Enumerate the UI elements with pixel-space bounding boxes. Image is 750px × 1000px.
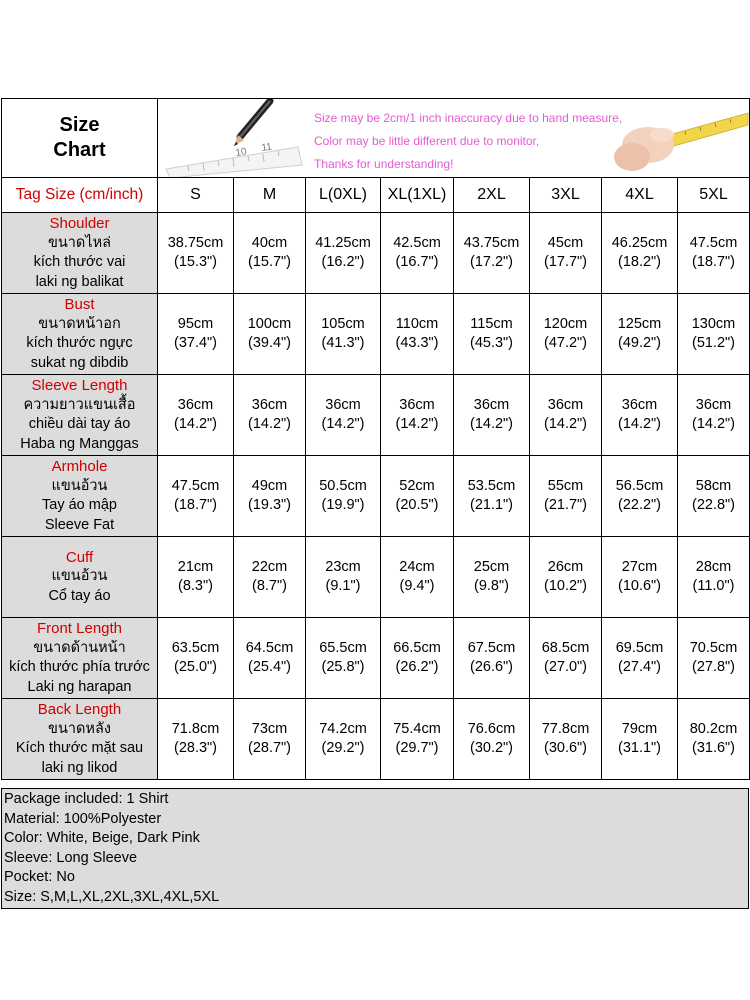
value-inch: (18.7") xyxy=(173,497,218,513)
measurement-translation: Sleeve Fat xyxy=(44,516,115,533)
measurement-label xyxy=(2,375,158,456)
info-pocket: Pocket: No xyxy=(4,869,75,886)
value-cm: 75.4cm xyxy=(393,721,441,737)
measurement-translation: kích thước phía trước xyxy=(9,659,150,675)
value-cm: 68.5cm xyxy=(541,640,590,656)
value-cm: 53.5cm xyxy=(467,478,516,494)
value-cm: 42.5cm xyxy=(393,235,441,251)
size-col-s: S xyxy=(158,178,234,213)
measurement-translation: laki ng likod xyxy=(41,759,118,776)
value-inch: (14.2") xyxy=(691,416,736,432)
measurement-label xyxy=(2,213,158,294)
measurement-value xyxy=(158,537,234,618)
value-inch: (28.7") xyxy=(247,740,292,756)
product-info-box xyxy=(1,788,749,909)
measurement-name: Front Length xyxy=(36,620,123,637)
value-inch: (49.2") xyxy=(617,335,662,351)
value-inch: (16.7") xyxy=(395,254,439,270)
measurement-value xyxy=(678,537,750,618)
ruler-number-11: 11 xyxy=(260,141,273,154)
value-inch: (8.3") xyxy=(178,578,213,594)
measurement-translation: ขนาดไหล่ xyxy=(47,234,112,251)
value-inch: (18.2") xyxy=(617,254,662,270)
value-inch: (45.3") xyxy=(469,335,514,351)
measurement-value xyxy=(234,618,306,699)
value-cm: 71.8cm xyxy=(171,721,220,737)
measurement-value xyxy=(158,375,234,456)
measurement-value xyxy=(454,213,530,294)
value-inch: (20.5") xyxy=(395,497,439,513)
value-inch: (10.2") xyxy=(543,578,588,594)
value-inch: (15.7") xyxy=(247,254,292,270)
note-measurement: Size may be 2cm/1 inch inaccuracy due to hand measure, xyxy=(314,111,623,125)
measurement-value xyxy=(678,456,750,537)
measurement-value xyxy=(158,456,234,537)
value-inch: (16.2") xyxy=(321,254,365,270)
measurement-translation: แขนอ้วน xyxy=(51,477,108,494)
value-inch: (30.2") xyxy=(469,740,514,756)
note-color: Color may be little different due to monitor, xyxy=(314,134,540,148)
measurement-value xyxy=(158,294,234,375)
value-inch: (43.3") xyxy=(395,335,439,351)
size-col-2xl: 2XL xyxy=(454,178,530,213)
value-cm: 76.6cm xyxy=(467,721,516,737)
value-inch: (17.2") xyxy=(469,254,514,270)
measurement-value xyxy=(234,213,306,294)
measurement-translation: แขนอ้วน xyxy=(51,568,108,585)
size-col-3xl: 3XL xyxy=(530,178,602,213)
measurement-label xyxy=(2,699,158,780)
value-inch: (25.0") xyxy=(173,659,218,675)
measurement-value xyxy=(306,618,381,699)
value-inch: (17.7") xyxy=(543,254,588,270)
measurement-row xyxy=(2,294,750,375)
chart-header-row xyxy=(2,99,750,178)
measurement-name: Cuff xyxy=(65,548,94,566)
size-col-m: M xyxy=(234,178,306,213)
value-inch: (22.8") xyxy=(691,497,736,513)
measurement-value xyxy=(602,375,678,456)
measurement-row xyxy=(2,537,750,618)
value-cm: 38.75cm xyxy=(167,235,224,251)
value-cm: 21cm xyxy=(177,559,214,575)
measurement-value xyxy=(454,537,530,618)
value-inch: (39.4") xyxy=(247,335,292,351)
value-cm: 69.5cm xyxy=(615,640,664,656)
chart-title xyxy=(2,99,158,178)
value-cm: 120cm xyxy=(543,316,588,332)
measurement-value xyxy=(234,456,306,537)
value-inch: (14.2") xyxy=(247,416,292,432)
value-inch: (25.8") xyxy=(321,659,365,675)
value-inch: (14.2") xyxy=(321,416,365,432)
value-cm: 67.5cm xyxy=(467,640,516,656)
measurement-name: Sleeve Length xyxy=(31,377,128,394)
measurement-row xyxy=(2,699,750,780)
measurement-value xyxy=(306,537,381,618)
value-cm: 63.5cm xyxy=(171,640,220,656)
measurement-translation: kích thước vai xyxy=(33,254,126,270)
chart-title-line2: Chart xyxy=(53,139,106,161)
measurement-value xyxy=(602,618,678,699)
ruler-pencil-illustration xyxy=(158,99,308,178)
measurement-value xyxy=(602,537,678,618)
value-inch: (29.2") xyxy=(321,740,365,756)
value-inch: (31.1") xyxy=(617,740,662,756)
value-inch: (14.2") xyxy=(469,416,514,432)
measurement-name: Back Length xyxy=(37,701,122,718)
measurement-value xyxy=(678,699,750,780)
value-inch: (37.4") xyxy=(173,335,218,351)
value-cm: 22cm xyxy=(251,559,288,575)
value-cm: 125cm xyxy=(617,316,662,332)
value-inch: (8.7") xyxy=(252,578,287,594)
size-col-4xl: 4XL xyxy=(602,178,678,213)
measurement-translation: Kích thước mặt sau xyxy=(15,740,144,756)
value-inch: (14.2") xyxy=(543,416,588,432)
value-cm: 36cm xyxy=(399,397,435,413)
measurement-label xyxy=(2,456,158,537)
value-inch: (14.2") xyxy=(173,416,218,432)
value-cm: 49cm xyxy=(251,478,288,494)
measurement-value xyxy=(530,375,602,456)
value-inch: (21.7") xyxy=(543,497,588,513)
measurement-value xyxy=(678,294,750,375)
measurement-value xyxy=(158,618,234,699)
measurement-value xyxy=(454,699,530,780)
value-inch: (47.2") xyxy=(543,335,588,351)
measurement-value xyxy=(602,294,678,375)
measurement-translation: ความยาวแขนเสื้อ xyxy=(23,396,136,413)
value-inch: (9.8") xyxy=(474,578,509,594)
value-inch: (22.2") xyxy=(617,497,662,513)
value-cm: 65.5cm xyxy=(319,640,367,656)
measurement-value xyxy=(678,618,750,699)
measurement-row xyxy=(2,456,750,537)
value-inch: (19.9") xyxy=(321,497,365,513)
measurement-name: Armhole xyxy=(51,458,108,475)
value-inch: (28.3") xyxy=(173,740,218,756)
measurement-label xyxy=(2,537,158,618)
info-size: Size: S,M,L,XL,2XL,3XL,4XL,5XL xyxy=(4,888,220,905)
measurement-rows xyxy=(2,213,750,780)
value-inch: (31.6") xyxy=(691,740,736,756)
value-cm: 25cm xyxy=(473,559,510,575)
value-cm: 58cm xyxy=(695,478,732,494)
measurement-value xyxy=(306,699,381,780)
measurement-value xyxy=(381,294,454,375)
measurement-value xyxy=(306,294,381,375)
measurement-value xyxy=(381,537,454,618)
value-cm: 36cm xyxy=(621,397,658,413)
measurement-value xyxy=(678,375,750,456)
size-col-5xl: 5XL xyxy=(678,178,750,213)
tag-size-label: Tag Size (cm/inch) xyxy=(2,178,158,213)
measurement-translation: ขนาดหลัง xyxy=(48,720,111,737)
measurement-name: Bust xyxy=(64,296,95,313)
value-cm: 36cm xyxy=(251,397,288,413)
measurement-translation: laki ng balikat xyxy=(35,273,124,290)
measurement-translation: Tay áo mập xyxy=(42,497,117,513)
value-inch: (27.4") xyxy=(617,659,662,675)
value-cm: 36cm xyxy=(547,397,584,413)
size-col-xl: XL(1XL) xyxy=(381,178,454,213)
measurement-translation: ขนาดด้านหน้า xyxy=(33,639,126,656)
value-cm: 23cm xyxy=(325,559,361,575)
info-sleeve: Sleeve: Long Sleeve xyxy=(4,849,138,866)
measurement-translation: ขนาดหน้าอก xyxy=(38,315,121,332)
measurement-translation: chiều dài tay áo xyxy=(28,416,131,432)
info-color: Color: White, Beige, Dark Pink xyxy=(4,830,200,847)
value-inch: (26.6") xyxy=(469,659,514,675)
measurement-translation: kích thước ngực xyxy=(26,335,133,351)
measurement-value xyxy=(454,294,530,375)
measurement-value xyxy=(602,699,678,780)
measurement-label xyxy=(2,618,158,699)
value-cm: 80.2cm xyxy=(689,721,738,737)
measurement-value xyxy=(678,213,750,294)
note-thanks: Thanks for understanding! xyxy=(314,157,454,171)
measurement-value xyxy=(602,456,678,537)
value-cm: 115cm xyxy=(470,316,513,332)
measurement-value xyxy=(530,294,602,375)
chart-title-line1: Size xyxy=(59,114,100,136)
value-cm: 74.2cm xyxy=(319,721,367,737)
value-inch: (21.1") xyxy=(469,497,514,513)
measurement-translation: sukat ng dibdib xyxy=(30,354,129,371)
value-cm: 56.5cm xyxy=(615,478,664,494)
measurement-value xyxy=(602,213,678,294)
value-cm: 110cm xyxy=(395,316,439,332)
value-inch: (14.2") xyxy=(395,416,439,432)
measurement-value xyxy=(454,375,530,456)
measurement-row xyxy=(2,618,750,699)
value-inch: (9.1") xyxy=(325,578,361,594)
measurement-value xyxy=(381,456,454,537)
value-cm: 36cm xyxy=(473,397,510,413)
value-inch: (9.4") xyxy=(399,578,435,594)
measurement-value xyxy=(381,375,454,456)
value-cm: 27cm xyxy=(621,559,658,575)
measurement-value xyxy=(530,537,602,618)
value-inch: (29.7") xyxy=(395,740,439,756)
measurement-value xyxy=(381,213,454,294)
size-header-row xyxy=(2,178,750,213)
value-cm: 79cm xyxy=(621,721,658,737)
value-cm: 46.25cm xyxy=(611,235,668,251)
value-cm: 95cm xyxy=(177,316,214,332)
measurement-value xyxy=(530,213,602,294)
value-cm: 130cm xyxy=(691,316,736,332)
measurement-value xyxy=(234,375,306,456)
value-cm: 24cm xyxy=(399,559,435,575)
measurement-value xyxy=(234,294,306,375)
value-inch: (27.0") xyxy=(543,659,588,675)
value-cm: 40cm xyxy=(251,235,288,251)
measurement-banner xyxy=(158,99,750,178)
measurement-value xyxy=(306,456,381,537)
size-col-l: L(0XL) xyxy=(306,178,381,213)
value-cm: 66.5cm xyxy=(393,640,441,656)
value-inch: (27.8") xyxy=(691,659,736,675)
value-inch: (51.2") xyxy=(691,335,736,351)
value-cm: 36cm xyxy=(695,397,732,413)
measurement-value xyxy=(530,456,602,537)
value-cm: 100cm xyxy=(247,316,292,332)
value-inch: (14.2") xyxy=(617,416,662,432)
measurement-translation: Haba ng Manggas xyxy=(20,435,139,452)
ruler-number-10: 10 xyxy=(234,146,248,159)
measurement-row xyxy=(2,375,750,456)
measurement-row xyxy=(2,213,750,294)
value-cm: 52cm xyxy=(399,478,435,494)
value-cm: 36cm xyxy=(325,397,361,413)
info-material: Material: 100%Polyester xyxy=(4,810,162,827)
value-cm: 47.5cm xyxy=(689,235,738,251)
value-inch: (18.7") xyxy=(691,254,736,270)
value-cm: 28cm xyxy=(695,559,732,575)
value-cm: 41.25cm xyxy=(315,235,371,251)
value-cm: 50.5cm xyxy=(319,478,367,494)
value-cm: 26cm xyxy=(547,559,584,575)
value-inch: (26.2") xyxy=(395,659,439,675)
value-inch: (15.3") xyxy=(173,254,218,270)
measurement-value xyxy=(454,456,530,537)
measurement-value xyxy=(381,699,454,780)
value-cm: 55cm xyxy=(547,478,584,494)
value-inch: (10.6") xyxy=(617,578,662,594)
value-inch: (30.6") xyxy=(543,740,588,756)
value-cm: 43.75cm xyxy=(463,235,520,251)
measurement-value xyxy=(454,618,530,699)
value-cm: 70.5cm xyxy=(689,640,738,656)
info-package: Package included: 1 Shirt xyxy=(4,791,169,807)
measurement-value xyxy=(530,618,602,699)
measurement-translation: Laki ng harapan xyxy=(27,678,132,695)
measurement-value xyxy=(234,699,306,780)
size-chart-table xyxy=(1,98,750,780)
measurement-value xyxy=(381,618,454,699)
value-cm: 105cm xyxy=(321,316,365,332)
measurement-value xyxy=(158,213,234,294)
value-cm: 45cm xyxy=(547,235,584,251)
measurement-translation: Cổ tay áo xyxy=(48,587,111,604)
value-inch: (11.0") xyxy=(692,578,735,594)
measurement-value xyxy=(306,375,381,456)
measurement-value xyxy=(158,699,234,780)
value-inch: (19.3") xyxy=(247,497,292,513)
measurement-name: Shoulder xyxy=(49,215,110,232)
value-cm: 73cm xyxy=(251,721,288,737)
measurement-value xyxy=(530,699,602,780)
hand-measuring-tape-illustration xyxy=(610,99,750,178)
value-cm: 36cm xyxy=(177,397,214,413)
measurement-label xyxy=(2,294,158,375)
value-cm: 47.5cm xyxy=(171,478,220,494)
value-cm: 64.5cm xyxy=(245,640,294,656)
measurement-value xyxy=(234,537,306,618)
value-cm: 77.8cm xyxy=(541,721,590,737)
value-inch: (41.3") xyxy=(321,335,365,351)
measurement-value xyxy=(306,213,381,294)
value-inch: (25.4") xyxy=(247,659,292,675)
